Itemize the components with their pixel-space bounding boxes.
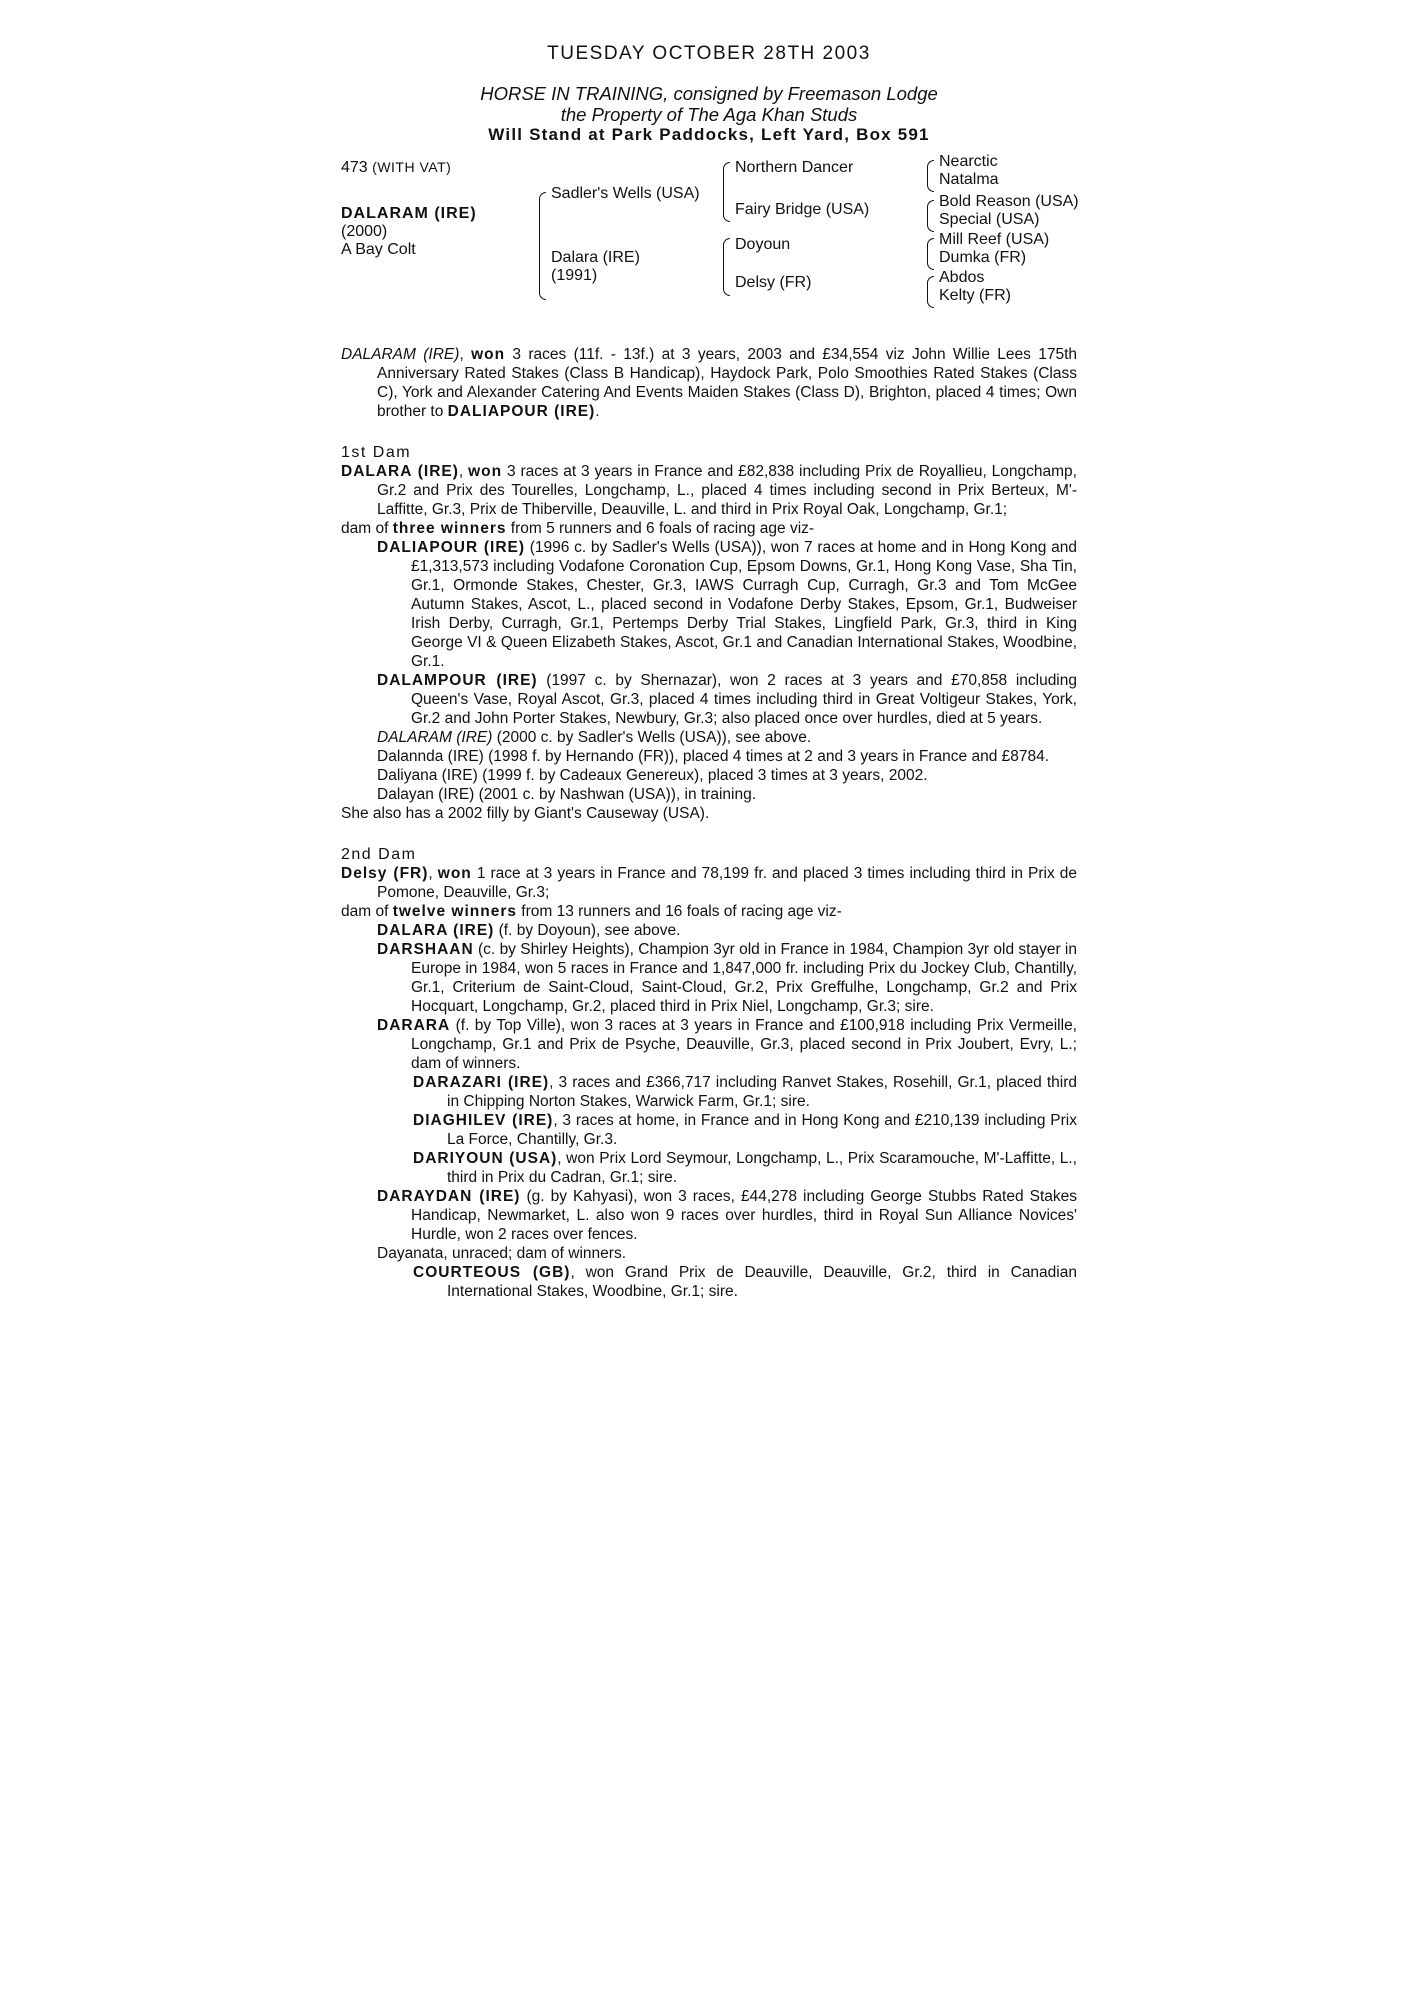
first-dam-section	[341, 462, 1077, 823]
offspring-text: , won Grand Prix de Deauville, Deauville, Gr.2, third in Canadian International Stakes, Woodbine, Gr.1; sire.	[447, 1264, 1077, 1300]
first-dam-text: 3 races at 3 years in France and £82,838 including Prix de Royallieu, Longchamp, Gr.2 and Prix des Tourelles, Longchamp, L., placed 4 times including second in Prix Berteux, M'-Laffitte, Gr.3, Prix de Thiberville, Deauville, L. and third in Prix Royal Oak, Longchamp, Gr.1;	[377, 463, 1077, 518]
offspring-name: DALARA (IRE)	[377, 922, 495, 939]
summary-section	[341, 345, 1077, 421]
first-dam-record: DALARA (IRE), won 3 races at 3 years in France and £82,838 including Prix de Royallieu, Longchamp, Gr.2 and Prix des Tourelles, Longchamp, L., placed 4 times including second in Prix Berteux, M'-Laffitte, Gr.3, Prix de Thiberville, Deauville, L. and third in Prix Royal Oak, Longchamp, Gr.1;	[341, 463, 1077, 518]
sire-dam: Fairy Bridge (USA)	[735, 201, 870, 218]
second-dam-heading: 2nd Dam	[341, 846, 417, 863]
list-item: Dalannda (IRE) (1998 f. by Hernando (FR)), placed 4 times at 2 and 3 years in France and £8784.	[377, 748, 1050, 765]
offspring-text: (f. by Top Ville), won 3 races at 3 years in France and £100,918 including Prix Vermeille, Longchamp, Gr.1 and Prix de Psyche, Deauville, Gr.3, placed second in Prix Joubert, Evry, L.; dam of winners.	[411, 1017, 1077, 1072]
offspring-text: (1996 c. by Sadler's Wells (USA)), won 7 races at home and in Hong Kong and £1,313,573 including Vodafone Coronation Cup, Epsom Downs, Gr.1, Hong Kong Vase, Sha Tin, Gr.1, Ormonde Stakes, Chester, Gr.3, IAWS Curragh Cup, Curragh, Gr.3 and Tom McGee Autumn Stakes, Ascot, L., placed second in Vodafone Derby Stakes, Epsom, Gr.1, Budweiser Irish Derby, Curragh, Gr.1, Pertemps Derby Trial Stakes, Lingfield Park, Gr.3, third in King George VI & Queen Elizabeth Stakes, Ascot, Gr.1 and Canadian International Stakes, Woodbine, Gr.1.	[411, 539, 1077, 670]
second-dam-offspring	[341, 921, 1077, 1073]
brace-main	[539, 192, 546, 300]
lot-number	[341, 158, 451, 177]
list-item	[377, 671, 1077, 728]
dam-of-suffix: from 13 runners and 16 foals of racing age viz-	[516, 903, 842, 920]
first-dam-dam-of	[341, 519, 1077, 538]
dam-of-count: twelve winners	[392, 903, 517, 920]
summary-end: .	[595, 403, 600, 420]
offspring-name: DALAMPOUR (IRE)	[377, 672, 538, 689]
summary-text: 3 races (11f. - 13f.) at 3 years, 2003 and £34,554 viz John Willie Lees 175th Anniversary Rated Stakes (Class B Handicap), Haydock Park, Polo Smoothies Rated Stakes (Class C), York and Alexander Catering And Events Maiden Stakes (Class D), Brighton, placed 4 times; Own brother to	[377, 346, 1077, 420]
grand-offspring-dayanata	[341, 1263, 1077, 1301]
offspring-text: , 3 races and £366,717 including Ranvet Stakes, Rosehill, Gr.1, placed third in Chipping Norton Stakes, Warwick Farm, Gr.1; sire.	[447, 1074, 1078, 1110]
ped-sdd: Special (USA)	[939, 211, 1040, 228]
first-dam-offspring	[341, 538, 1077, 804]
second-dam-record: Delsy (FR), won 1 race at 3 years in France and 78,199 fr. and placed 3 times including third in Prix de Pomone, Deauville, Gr.3;	[341, 865, 1077, 901]
ped-ssd: Natalma	[939, 171, 999, 188]
first-dam-won: won	[468, 463, 503, 480]
offspring-text: (c. by Shirley Heights), Champion 3yr old in France in 1984, Champion 3yr old stayer in Europe in 1984, won 5 races in France and 1,847,000 fr. including Prix du Jockey Club, Chantilly, Gr.1, Criterium de Saint-Cloud, Saint-Cloud, Gr.2, Prix Greffulhe, Longchamp, Gr.2 and Prix Hocquart, Longchamp, Gr.2, placed third in Prix Niel, Longchamp, Gr.3; sire.	[411, 941, 1077, 1015]
dam-year: (1991)	[551, 267, 598, 284]
second-dam-won: won	[437, 865, 472, 882]
dam-of-prefix: dam of	[341, 903, 393, 920]
sale-date: TUESDAY OCTOBER 28TH 2003	[547, 43, 871, 64]
pedigree-table	[341, 153, 1079, 323]
ped-ddd: Kelty (FR)	[939, 287, 1011, 304]
offspring-text: (2000 c. by Sadler's Wells (USA)), see above.	[492, 729, 812, 746]
dam-sire: Doyoun	[735, 236, 791, 253]
list-item	[377, 940, 1077, 1016]
offspring-text: (g. by Kahyasi), won 3 races, £44,278 including George Stubbs Rated Stakes Handicap, Newmarket, L. also won 9 races over hurdles, third in Royal Sun Alliance Novices' Hurdle, won 2 races over fences.	[411, 1188, 1077, 1243]
first-dam-also: She also has a 2002 filly by Giant's Causeway (USA).	[341, 805, 710, 822]
sire-sire: Northern Dancer	[735, 159, 854, 176]
brace-dam	[723, 238, 730, 296]
first-dam-heading: 1st Dam	[341, 444, 412, 461]
summary-paragraph: DALARAM (IRE), won 3 races (11f. - 13f.) at 3 years, 2003 and £34,554 viz John Willie Lees 175th Anniversary Rated Stakes (Class B Handicap), Haydock Park, Polo Smoothies Rated Stakes (Class C), York and Alexander Catering And Events Maiden Stakes (Class D), Brighton, placed 4 times; Own brother to DALIAPOUR (IRE).	[341, 346, 1077, 420]
horse-name: DALARAM (IRE)	[341, 205, 477, 222]
offspring-name: DARIYOUN (USA)	[413, 1150, 558, 1167]
second-dam-offspring-more	[341, 1187, 1077, 1263]
offspring-name: DARAZARI (IRE)	[413, 1074, 550, 1091]
second-dam-name: Delsy (FR)	[341, 865, 429, 882]
ped-sss: Nearctic	[939, 153, 998, 170]
second-dam-section	[341, 864, 1077, 1301]
brace-sire	[723, 162, 730, 222]
dam: Dalara (IRE)	[551, 249, 640, 266]
ped-dsd: Dumka (FR)	[939, 249, 1027, 266]
consignor-line: HORSE IN TRAINING, consigned by Freemason Lodge	[480, 83, 938, 104]
ped-dss: Mill Reef (USA)	[939, 231, 1050, 248]
offspring-name: DARARA	[377, 1017, 451, 1034]
list-item	[377, 921, 1077, 940]
grand-offspring-darara	[341, 1073, 1077, 1187]
lot-number-value: 473	[341, 159, 368, 176]
offspring-text: (f. by Doyoun), see above.	[494, 922, 681, 939]
vat-label: (WITH VAT)	[372, 159, 452, 175]
summary-won: won	[471, 346, 506, 363]
catalogue-page	[341, 44, 1077, 1301]
offspring-name: DIAGHILEV (IRE)	[413, 1112, 554, 1129]
second-dam-dam-of	[341, 902, 1077, 921]
list-item	[413, 1111, 1077, 1149]
list-item	[377, 538, 1077, 671]
brace-4	[927, 276, 934, 308]
first-dam-name: DALARA (IRE)	[341, 463, 459, 480]
dam-dam: Delsy (FR)	[735, 274, 812, 291]
summary-horse-name: DALARAM (IRE)	[341, 346, 460, 363]
offspring-text: , won Prix Lord Seymour, Longchamp, L., Prix Scaramouche, M'-Laffitte, L., third in Prix du Cadran, Gr.1; sire.	[447, 1150, 1077, 1186]
ped-dds: Abdos	[939, 269, 985, 286]
offspring-name: DALIAPOUR (IRE)	[377, 539, 526, 556]
dam-of-count: three winners	[392, 520, 507, 537]
list-item	[377, 728, 1077, 747]
offspring-name: DARSHAAN	[377, 941, 474, 958]
offspring-name: COURTEOUS (GB)	[413, 1264, 571, 1281]
ped-sds: Bold Reason (USA)	[939, 193, 1079, 210]
stand-location: Will Stand at Park Paddocks, Left Yard, Box 591	[488, 125, 930, 144]
list-item	[377, 1016, 1077, 1073]
summary-brother: DALIAPOUR (IRE)	[447, 403, 596, 420]
dam-of-prefix: dam of	[341, 520, 393, 537]
horse-description: A Bay Colt	[341, 241, 416, 258]
brace-3	[927, 238, 934, 270]
sire: Sadler's Wells (USA)	[551, 185, 700, 202]
offspring-text: , 3 races at home, in France and in Hong Kong and £210,139 including Prix La Force, Chantilly, Gr.3.	[447, 1112, 1077, 1148]
list-item	[413, 1073, 1077, 1111]
brace-1	[927, 160, 934, 192]
brace-2	[927, 200, 934, 232]
offspring-text: (1997 c. by Shernazar), won 2 races at 3 years and £70,858 including Queen's Vase, Royal Ascot, Gr.3, placed 4 times including third in Great Voltigeur Stakes, York, Gr.2 and John Porter Stakes, Newbury, Gr.3; also placed once over hurdles, died at 5 years.	[411, 672, 1077, 727]
list-item: Dayanata, unraced; dam of winners.	[377, 1245, 626, 1262]
list-item	[377, 1187, 1077, 1244]
horse-year: (2000)	[341, 223, 388, 240]
property-line: the Property of The Aga Khan Studs	[560, 104, 858, 125]
dam-of-suffix: from 5 runners and 6 foals of racing age viz-	[506, 520, 815, 537]
offspring-name: DARAYDAN (IRE)	[377, 1188, 521, 1205]
second-dam-text: 1 race at 3 years in France and 78,199 fr. and placed 3 times including third in Prix de Pomone, Deauville, Gr.3;	[377, 865, 1077, 901]
list-item	[413, 1263, 1077, 1301]
offspring-name: DALARAM (IRE)	[377, 729, 493, 746]
list-item: Dalayan (IRE) (2001 c. by Nashwan (USA)), in training.	[377, 786, 757, 803]
list-item: Daliyana (IRE) (1999 f. by Cadeaux Genereux), placed 3 times at 3 years, 2002.	[377, 767, 928, 784]
list-item	[413, 1149, 1077, 1187]
